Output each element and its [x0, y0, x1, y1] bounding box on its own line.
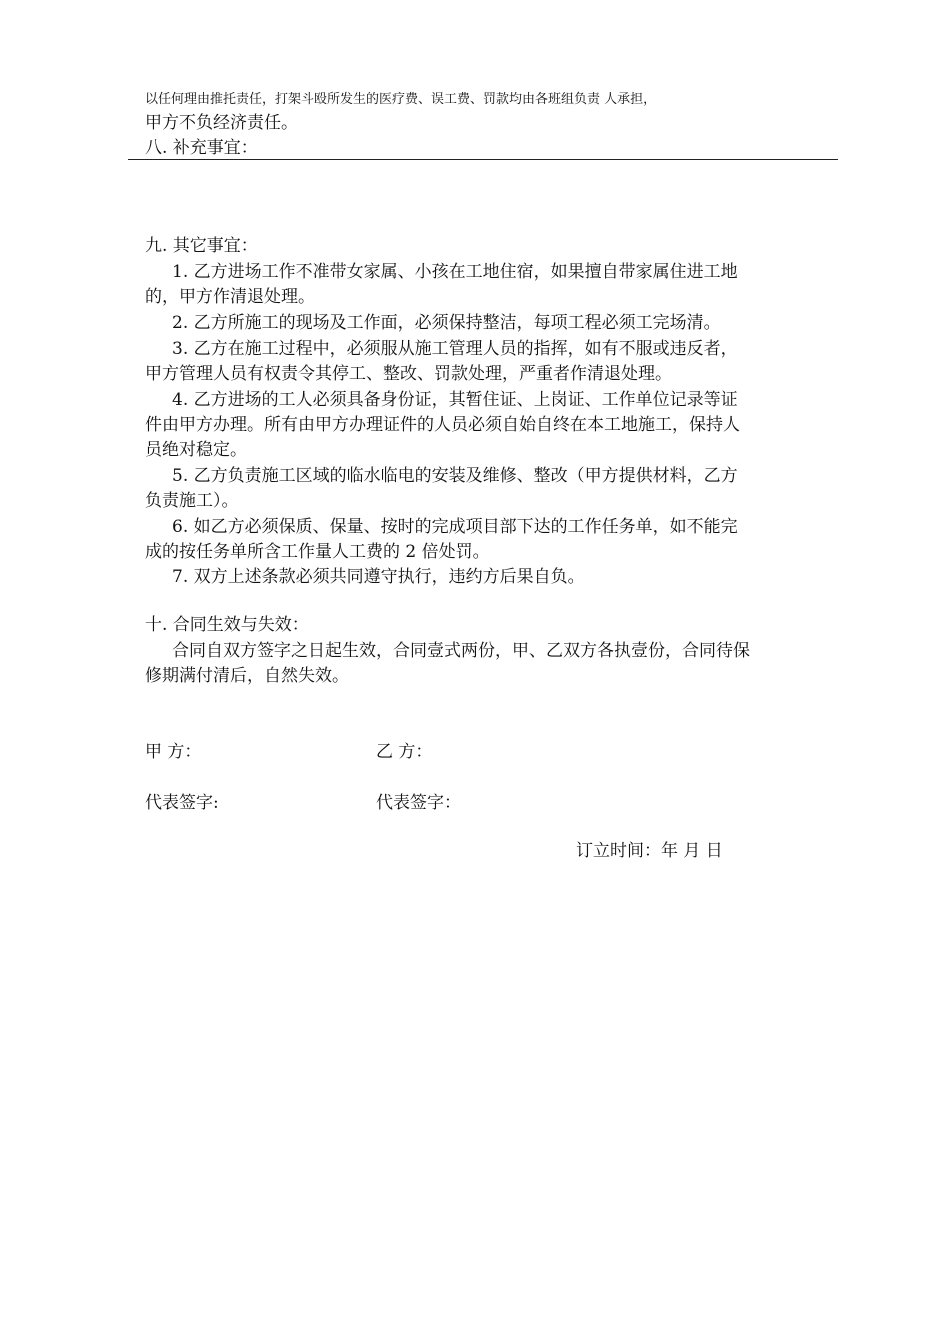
party-b-signature-label: 代表签字：: [376, 793, 461, 813]
prev-clause-line-1: 以任何理由推托责任，打架斗殴所发生的医疗费、误工费、罚款均由各班组负责 人承担，: [145, 92, 657, 107]
item-1-line-2: 的，甲方作清退处理。: [145, 287, 315, 307]
item-4-line-1: 4. 乙方进场的工人必须具备身份证，其暂住证、上岗证、工作单位记录等证: [172, 390, 738, 410]
signing-date: 订立时间：年 月 日: [576, 841, 723, 861]
item-2-line-1: 2. 乙方所施工的现场及工作面，必须保持整洁，每项工程必须工完场清。: [172, 313, 721, 333]
item-3-line-2: 甲方管理人员有权责令其停工、整改、罚款处理，严重者作清退处理。: [145, 364, 672, 384]
item-5-line-2: 负责施工）。: [145, 491, 239, 511]
section-8-heading: 八. 补充事宜：: [145, 138, 258, 158]
item-3-line-1: 3. 乙方在施工过程中，必须服从施工管理人员的指挥，如有不服或违反者，: [172, 339, 738, 359]
item-4-line-3: 员绝对稳定。: [145, 440, 247, 460]
section-9-heading: 九. 其它事宜：: [145, 236, 258, 256]
item-5-line-1: 5. 乙方负责施工区域的临水临电的安装及维修、整改（甲方提供材料，乙方: [172, 466, 738, 486]
item-6-line-2: 成的按任务单所含工作量人工费的 2 倍处罚。: [145, 542, 490, 562]
party-a-signature-label: 代表签字:: [145, 793, 219, 813]
item-4-line-2: 件由甲方办理。所有由甲方办理证件的人员必须自始自终在本工地施工，保持人: [145, 415, 740, 435]
section-10-body-line-2: 修期满付清后，自然失效。: [145, 666, 349, 686]
section-10-body-line-1: 合同自双方签字之日起生效，合同壹式两份，甲、乙双方各执壹份，合同待保: [172, 641, 750, 661]
item-1-line-1: 1. 乙方进场工作不准带女家属、小孩在工地住宿，如果擅自带家属住进工地: [172, 262, 738, 282]
prev-clause-line-2: 甲方不负经济责任。: [145, 113, 298, 133]
section-10-heading: 十. 合同生效与失效：: [145, 615, 309, 635]
section-8-underline: [128, 159, 838, 160]
item-6-line-1: 6. 如乙方必须保质、保量、按时的完成项目部下达的工作任务单，如不能完: [172, 517, 738, 537]
party-b-label: 乙 方：: [376, 742, 433, 762]
party-a-label: 甲 方：: [145, 742, 202, 762]
item-7-line-1: 7. 双方上述条款必须共同遵守执行，违约方后果自负。: [172, 567, 585, 587]
